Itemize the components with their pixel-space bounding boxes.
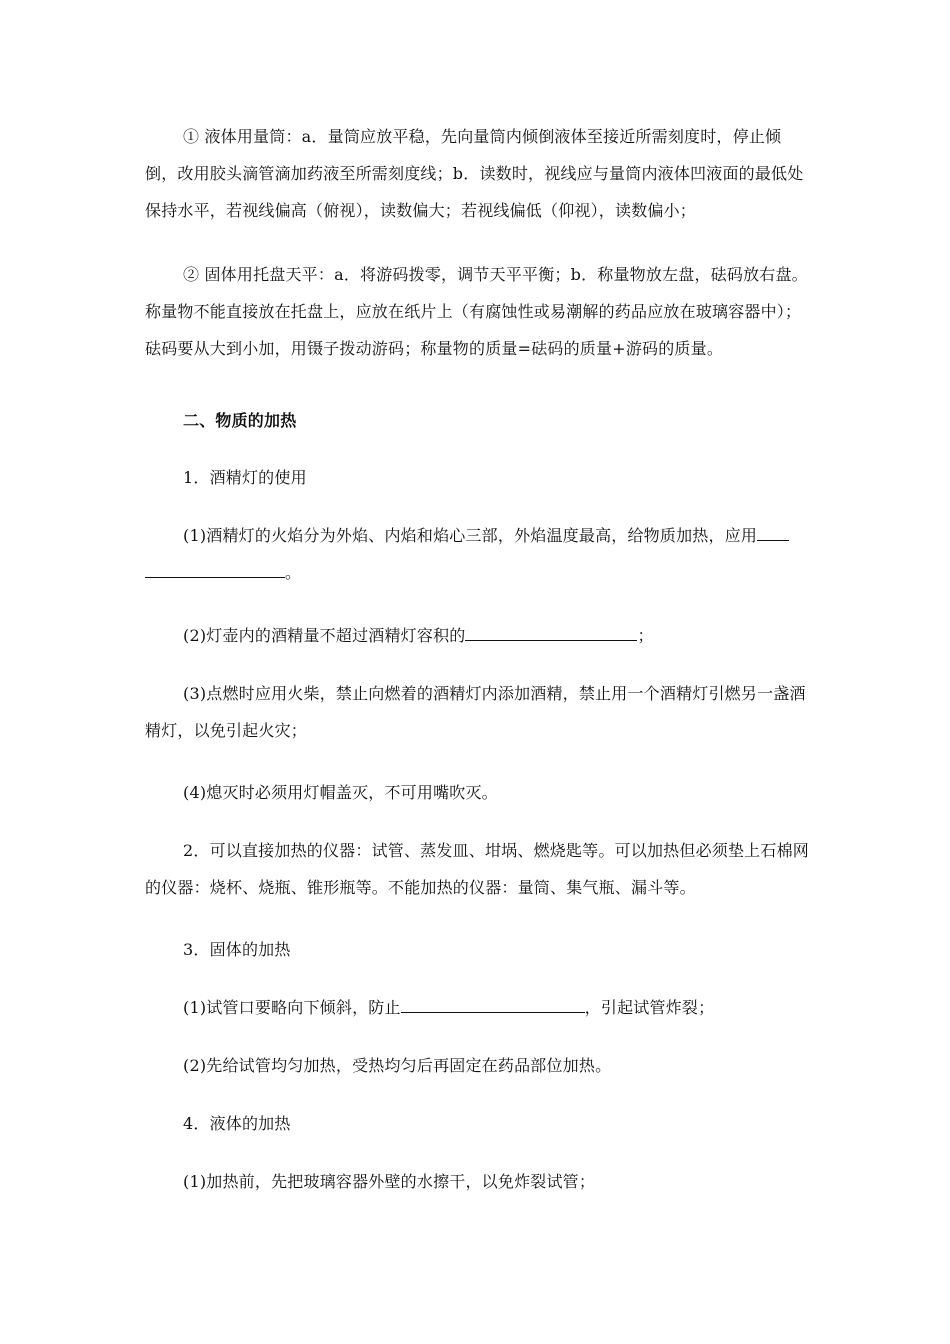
paragraph-liquid-measuring: ① 液体用量筒：a．量筒应放平稳，先向量筒内倾倒液体至接近所需刻度时，停止倾倒，改用胶头滴管滴加药液至所需刻度线；b．读数时，视线应与量筒内液体凹液面的最低处保持水平，若视线偏高（俯视），读数偏大；若视线偏低（仰视），读数偏小； <box>145 127 804 220</box>
answer-blank[interactable] <box>757 526 789 541</box>
tilt-text-end: ，引起试管炸裂； <box>584 998 715 1017</box>
volume-text: (2)灯壶内的酒精量不超过酒精灯容积的 <box>183 626 466 645</box>
paragraph-heating-instruments: 2．可以直接加热的仪器：试管、蒸发皿、坩埚、燃烧匙等。可以加热但必须垫上石棉网的仪器：烧杯、烧瓶、锥形瓶等。不能加热的仪器：量筒、集气瓶、漏斗等。 <box>145 841 809 897</box>
flame-text: (1)酒精灯的火焰分为外焰、内焰和焰心三部，外焰温度最高，给物质加热，应用 <box>183 526 758 545</box>
paragraph-alcohol-volume <box>145 617 809 654</box>
answer-blank[interactable] <box>401 998 585 1013</box>
answer-blank[interactable] <box>145 563 285 578</box>
paragraph-extinguish: (4)熄灭时必须用灯帽盖灭，不可用嘴吹灭。 <box>183 783 498 802</box>
subheading-liquid-heating: 4．液体的加热 <box>183 1114 291 1133</box>
tilt-text: (1)试管口要略向下倾斜，防止 <box>183 998 401 1017</box>
paragraph-tube-tilt <box>145 989 809 1026</box>
paragraph-lighting: (3)点燃时应用火柴，禁止向燃着的酒精灯内添加酒精，禁止用一个酒精灯引燃另一盏酒精灯，以免引起火灾； <box>145 684 806 740</box>
paragraph-dry-glassware: (1)加热前，先把玻璃容器外壁的水擦干，以免炸裂试管； <box>183 1172 596 1191</box>
volume-text-end: ； <box>637 626 654 645</box>
section-heading: 二、物质的加热 <box>183 411 297 430</box>
subheading-solid-heating: 3．固体的加热 <box>183 940 291 959</box>
paragraph-uniform-heating: (2)先给试管均匀加热，受热均匀后再固定在药品部位加热。 <box>183 1056 612 1075</box>
paragraph-flame <box>145 517 809 591</box>
flame-text-end: 。 <box>285 563 302 582</box>
answer-blank[interactable] <box>465 626 637 641</box>
subheading-alcohol-lamp: 1．酒精灯的使用 <box>183 468 307 487</box>
paragraph-solid-balance: ② 固体用托盘天平：a．将游码拨零，调节天平平衡；b．称量物放左盘，砝码放右盘。称量物不能直接放在托盘上，应放在纸片上（有腐蚀性或易潮解的药品应放在玻璃容器中）；砝码要从大到小加，用镊子拨动游码；称量物的质量=砝码的质量+游码的质量。 <box>145 265 808 358</box>
